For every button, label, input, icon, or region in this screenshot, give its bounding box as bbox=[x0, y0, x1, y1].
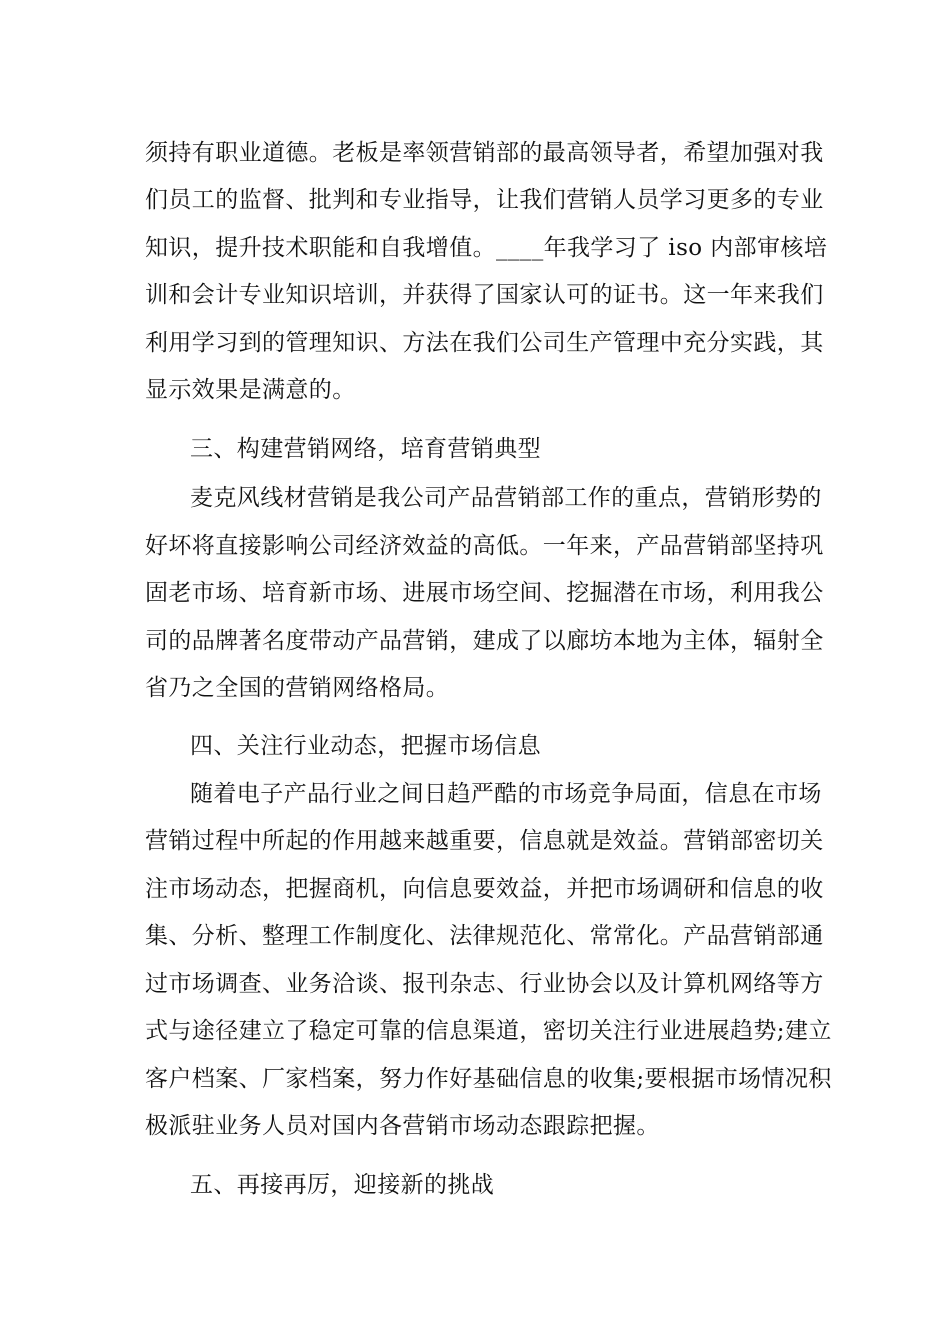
body-text-line: 省乃之全国的营销网络格局。 bbox=[145, 675, 450, 701]
body-text-line: 极派驻业务人员对国内各营销市场动态跟踪把握。 bbox=[145, 1113, 660, 1139]
body-text-line: 营销过程中所起的作用越来越重要，信息就是效益。营销部密切关 bbox=[145, 828, 824, 854]
body-text-line: 们员工的监督、批判和专业指导，让我们营销人员学习更多的专业 bbox=[145, 187, 824, 213]
body-text-line: 司的品牌著名度带动产品营销，建成了以廊坊本地为主体，辐射全 bbox=[145, 628, 824, 654]
body-text-line: 式与途径建立了稳定可靠的信息渠道，密切关注行业进展趋势;建立 bbox=[145, 1018, 832, 1044]
section-heading: 五、再接再厉，迎接新的挑战 bbox=[190, 1172, 495, 1198]
body-text-line: 须持有职业道德。老板是率领营销部的最高领导者，希望加强对我 bbox=[145, 140, 824, 166]
body-text-line: 注市场动态，把握商机，向信息要效益，并把市场调研和信息的收 bbox=[145, 876, 824, 902]
body-text-line: 利用学习到的管理知识、方法在我们公司生产管理中充分实践，其 bbox=[145, 330, 824, 356]
body-text-line: 过市场调查、业务洽谈、报刊杂志、行业协会以及计算机网络等方 bbox=[145, 971, 824, 997]
body-text-line: 训和会计专业知识培训，并获得了国家认可的证书。这一年来我们 bbox=[145, 282, 824, 308]
body-text-line: 客户档案、厂家档案，努力作好基础信息的收集;要根据市场情况积 bbox=[145, 1066, 832, 1092]
section-heading: 三、构建营销网络，培育营销典型 bbox=[190, 436, 541, 462]
body-text-line: 麦克风线材营销是我公司产品营销部工作的重点，营销形势的 bbox=[190, 485, 822, 511]
body-text-line: 随着电子产品行业之间日趋严酷的市场竞争局面，信息在市场 bbox=[190, 781, 822, 807]
body-text-line: 显示效果是满意的。 bbox=[145, 377, 356, 403]
section-heading: 四、关注行业动态，把握市场信息 bbox=[190, 733, 541, 759]
body-text-line: 知识，提升技术职能和自我增值。____年我学习了 iso 内部审核培 bbox=[145, 235, 828, 261]
body-text-line: 好坏将直接影响公司经济效益的高低。一年来，产品营销部坚持巩 bbox=[145, 533, 824, 559]
body-text-line: 集、分析、整理工作制度化、法律规范化、常常化。产品营销部通 bbox=[145, 923, 824, 949]
body-text-line: 固老市场、培育新市场、进展市场空间、挖掘潜在市场，利用我公 bbox=[145, 580, 824, 606]
